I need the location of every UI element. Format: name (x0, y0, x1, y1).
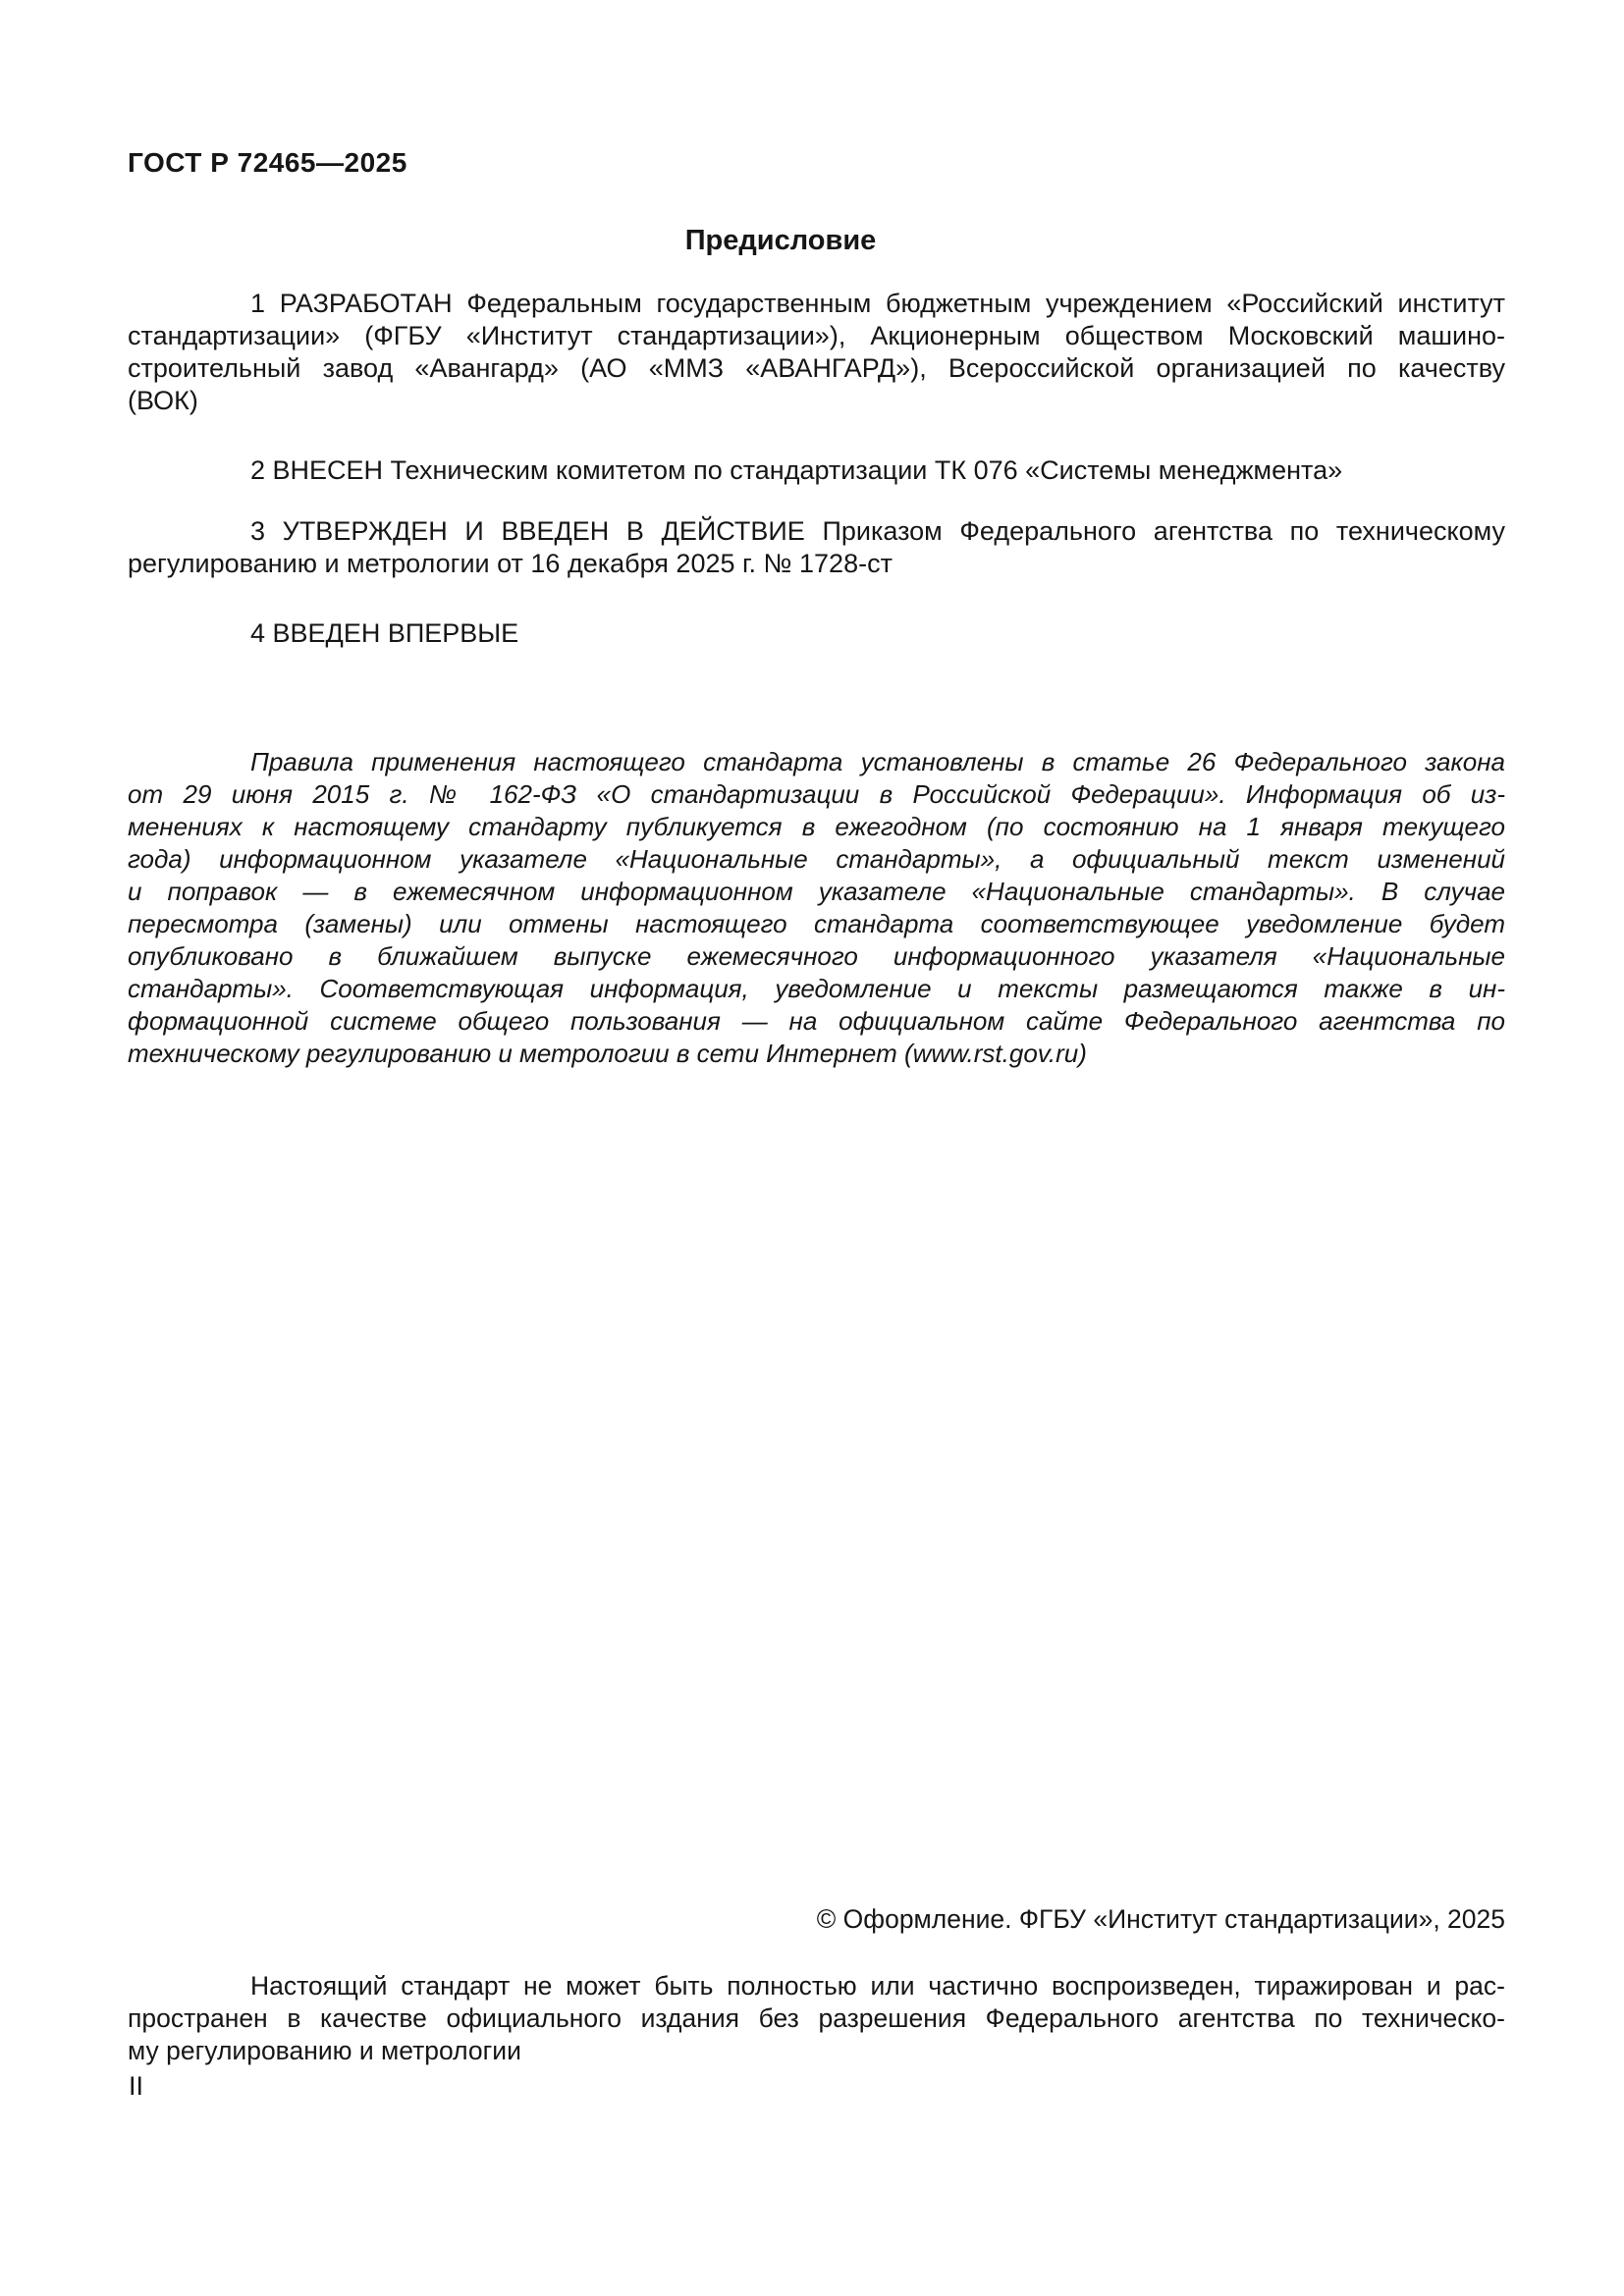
page-title: Предисловие (684, 225, 877, 256)
copyright-line: © Оформление. ФГБУ «Институт стандартизации», 2025 (816, 1904, 1505, 1934)
page-number: II (129, 2071, 144, 2101)
text-line: от 29 июня 2015 г. № 162-ФЗ «О стандартизации в Российской Федерации». Информация об из- (128, 779, 1505, 809)
text-line: опубликовано в ближайшем выпуске ежемесячного информационного указателя «Национальные (128, 941, 1505, 971)
text-line: 2 ВНЕСЕН Техническим комитетом по стандартизации ТК 076 «Системы менеджмента» (250, 455, 1343, 485)
text-line: Настоящий стандарт не может быть полностью или частично воспроизведен, тиражирован и рас- (250, 1971, 1505, 2001)
text-line: формационной системе общего пользования — на официальном сайте Федерального агентства по (128, 1006, 1505, 1036)
foreword-item-introduced (128, 617, 1505, 650)
text-line: 1 РАЗРАБОТАН Федеральным государственным бюджетным учреждением «Российский институт (250, 289, 1505, 318)
text-line: му регулированию и метрологии (128, 2036, 521, 2065)
text-line: 3 УТВЕРЖДЕН И ВВЕДЕН В ДЕЙСТВИЕ Приказом Федерального агентства по техническому (250, 516, 1505, 546)
text-line: 4 ВВЕДЕН ВПЕРВЫЕ (250, 618, 519, 648)
text-line: регулированию и метрологии от 16 декабря 2025 г. № 1728-ст (128, 549, 893, 578)
text-line: года) информационном указателе «Национальные стандарты», а официальный текст изменений (128, 844, 1505, 874)
text-line: менениях к настоящему стандарту публикуется в ежегодном (по состоянию на 1 января текущего (128, 812, 1505, 841)
text-line: и поправок — в ежемесячном информационном указателе «Национальные стандарты». В случае (128, 877, 1505, 906)
text-line: (ВОК) (128, 386, 198, 415)
text-line: техническому регулированию и метрологии в сети Интернет (www.rst.gov.ru) (128, 1039, 1087, 1068)
text-line: стандартизации» (ФГБУ «Институт стандартизации»), Акционерным обществом Московский машино- (128, 321, 1505, 350)
text-line: пространен в качестве официального издания без разрешения Федерального агентства по техническо- (128, 2003, 1505, 2033)
text-line: стандарты». Соответствующая информация, уведомление и тексты размещаются также в ин- (128, 974, 1505, 1003)
foreword-item-submitted (128, 454, 1505, 487)
text-line: Правила применения настоящего стандарта установлены в статье 26 Федерального закона (250, 747, 1505, 776)
application-rules-note (128, 746, 1505, 1070)
foreword-item-developed (128, 288, 1505, 417)
standard-code: ГОСТ Р 72465—2025 (128, 147, 407, 178)
reproduction-restriction-note (128, 1970, 1505, 2067)
foreword-item-approved (128, 515, 1505, 580)
text-line: пересмотра (замены) или отмены настоящего стандарта соответствующее уведомление будет (128, 909, 1505, 938)
text-line: строительный завод «Авангард» (АО «ММЗ «АВАНГАРД»), Всероссийской организацией по качеству (128, 353, 1505, 383)
